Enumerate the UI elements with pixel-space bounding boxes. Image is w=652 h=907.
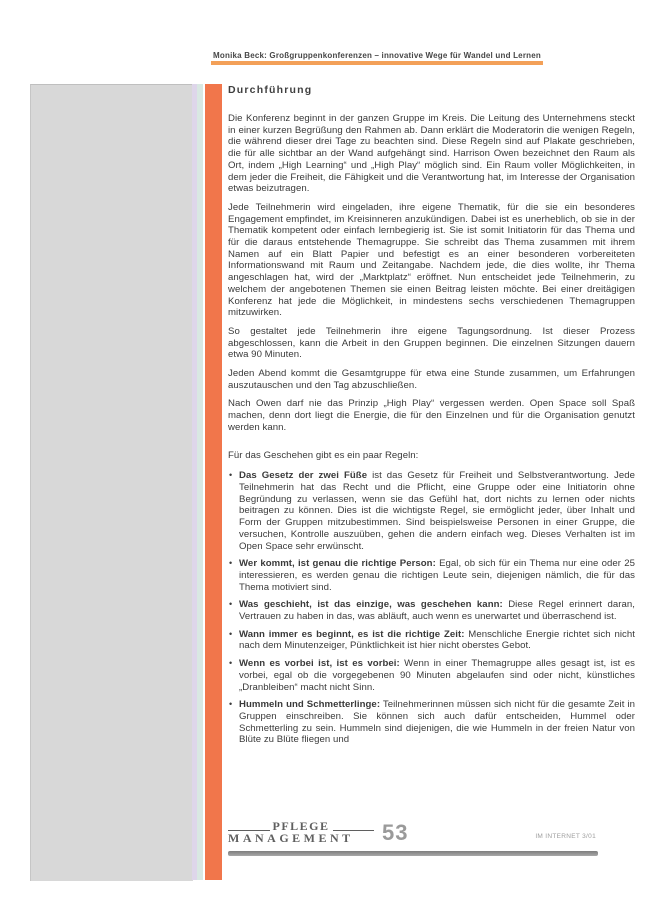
body-paragraph: So gestaltet jede Teilnehmerin ihre eigene Tagungsordnung. Ist dieser Prozess abgeschlossen, kann die Arbeit in den Gruppen beginnen. Die einzelnen Sitzungen dauern etwa 90 Minuten. <box>228 325 635 361</box>
logo-management-text: MANAGEMENT <box>228 831 354 845</box>
rule-lead: Was geschieht, ist das einzige, was geschehen kann: <box>239 599 503 611</box>
issue-info: IM INTERNET 3/01 <box>535 833 596 840</box>
rule-item: • Wenn es vorbei ist, ist es vorbei: Wenn in einer Themagruppe alles gesagt ist, ist es vorbei, egal ob die vorgegebenen 90 Minuten abgelaufen sind oder nicht, künstliches „Dranbleiben“ macht nicht Sinn. <box>228 658 635 693</box>
rule-lead: Wenn es vorbei ist, ist es vorbei: <box>239 658 400 670</box>
rules-intro: Für das Geschehen gibt es ein paar Regeln: <box>228 449 419 461</box>
body-paragraph: Nach Owen darf nie das Prinzip „High Play“ vergessen werden. Open Space soll Spaß machen, denn dort liegt die Energie, die für den Einzelnen und für die Organisation genutzt werden kann. <box>228 398 635 433</box>
rules-list <box>228 470 635 746</box>
pflege-management-logo <box>228 821 374 845</box>
teal-strip <box>197 84 203 880</box>
orange-accent-bar <box>205 84 222 880</box>
body-paragraphs <box>228 113 635 434</box>
rule-lead: Wann immer es beginnt, es ist die richtige Zeit: <box>239 628 465 640</box>
body-paragraph: Die Konferenz beginnt in der ganzen Gruppe im Kreis. Die Leitung des Unternehmens steckt in einer kurzen Begrüßung den Rahmen ab. Dann erklärt die Moderatorin die wenigen Regeln, die während dieser drei Tage zu beachten sind. Diese Regeln sind auf Plakate geschrieben, die für alle sichtbar an der Wand aufgehängt sind. Harrison Owen bezeichnet den Raum als Ort, indem „High Learning“ und „High Play“ möglich sind. Ein Raum voller Möglichkeiten, in dem jeder die Freiheit, die Fähigkeit und die Verantwortung hat, im Interesse der Organisation etwas beizutragen. <box>228 113 635 195</box>
footer-rule <box>228 851 598 856</box>
article-content <box>228 84 635 752</box>
rule-item: • Hummeln und Schmetterlinge: Teilnehmerinnen müssen sich nicht für die gesamte Zeit in Gruppen einschreiben. Sie können sich auch dafür entscheiden, Hummel oder Schmetterling zu sein. Hummeln sind diejenigen, die wie Hummeln in der freien Natur von Blüte zu Blüte fliegen und <box>228 699 635 746</box>
body-paragraph: Jeden Abend kommt die Gesamtgruppe für etwa eine Stunde zusammen, um Erfahrungen auszutauschen und den Tag abzuschließen. <box>228 368 635 391</box>
rule-item: • Das Gesetz der zwei Füße ist das Gesetz für Freiheit und Selbstverantwortung. Jede Teilnehmerin hat das Recht und die Pflicht, eine Gruppe oder eine Initiatorin ohne Begründung zu verlassen, wenn sie das Gefühl hat, dort nichts zu lernen oder nichts beitragen zu können. Dies ist die wichtigste Regel, sie ermöglicht jeder, über Inhalt und Form der Gruppen mitzubestimmen. Sind beispielsweise Personen in einer Gruppe, die versuchen, Kontrolle auszuüben, gehen die andern einfach weg. Dieses Verhalten ist im Open Space sehr erwünscht. <box>228 470 635 552</box>
running-header-underline <box>211 61 543 65</box>
section-title: Durchführung <box>228 84 313 96</box>
rule-lead: Das Gesetz der zwei Füße <box>239 470 368 482</box>
rule-item: • Wann immer es beginnt, es ist die richtige Zeit: Menschliche Energie richtet sich nicht nach dem Minutenzeiger, Pünktlichkeit ist hier nicht oberstes Gebot. <box>228 629 635 652</box>
rule-lead: Wer kommt, ist genau die richtige Person: <box>239 558 436 570</box>
page-number: 53 <box>382 820 409 845</box>
logo-pflege-text: PFLEGE <box>272 819 330 833</box>
running-header-title: Monika Beck: Großgruppenkonferenzen – innovative Wege für Wandel und Lernen <box>213 51 541 60</box>
rule-item: • Wer kommt, ist genau die richtige Person: Egal, ob sich für ein Thema nur eine oder 25 interessieren, es werden genau die richtigen Leute sein, diejenigen nämlich, die für das Thema motiviert sind. <box>228 558 635 593</box>
rule-lead: Hummeln und Schmetterlinge: <box>239 699 381 711</box>
page-footer <box>0 818 652 878</box>
rule-item: • Was geschieht, ist das einzige, was geschehen kann: Diese Regel erinnert daran, Vertrauen zu haben in das, was abläuft, auch wenn es unerwartet und überraschend ist. <box>228 599 635 622</box>
left-gray-panel <box>30 84 193 881</box>
running-header <box>211 51 543 65</box>
body-paragraph: Jede Teilnehmerin wird eingeladen, ihre eigene Thematik, für die sie ein besonderes Engagement empfindet, im Kreisinneren anzukündigen. Dabei ist es unerheblich, ob sie in der Thematik kompetent oder einfach lernbegierig ist. Sie ist somit Initiatorin für das Thema und für die daraus entstehende Themagruppe. Sie schreibt das Thema zusammen mit ihrem Namen auf ein Blatt Papier und befestigt es an einer besonderen vorbereiteten Informationswand mit Raum und Zeitangabe. Nachdem jede, die dies wollte, ihr Thema angeschlagen hat, wird der „Marktplatz“ eröffnet. Nun entscheidet jede Teilnehmerin, zu welchem der angebotenen Themen sie einen Beitrag leisten möchte. Bei einer dreitägigen Konferenz hat jede die Möglichkeit, in mindestens sechs verschiedenen Themagruppen mitzuwirken. <box>228 201 635 319</box>
